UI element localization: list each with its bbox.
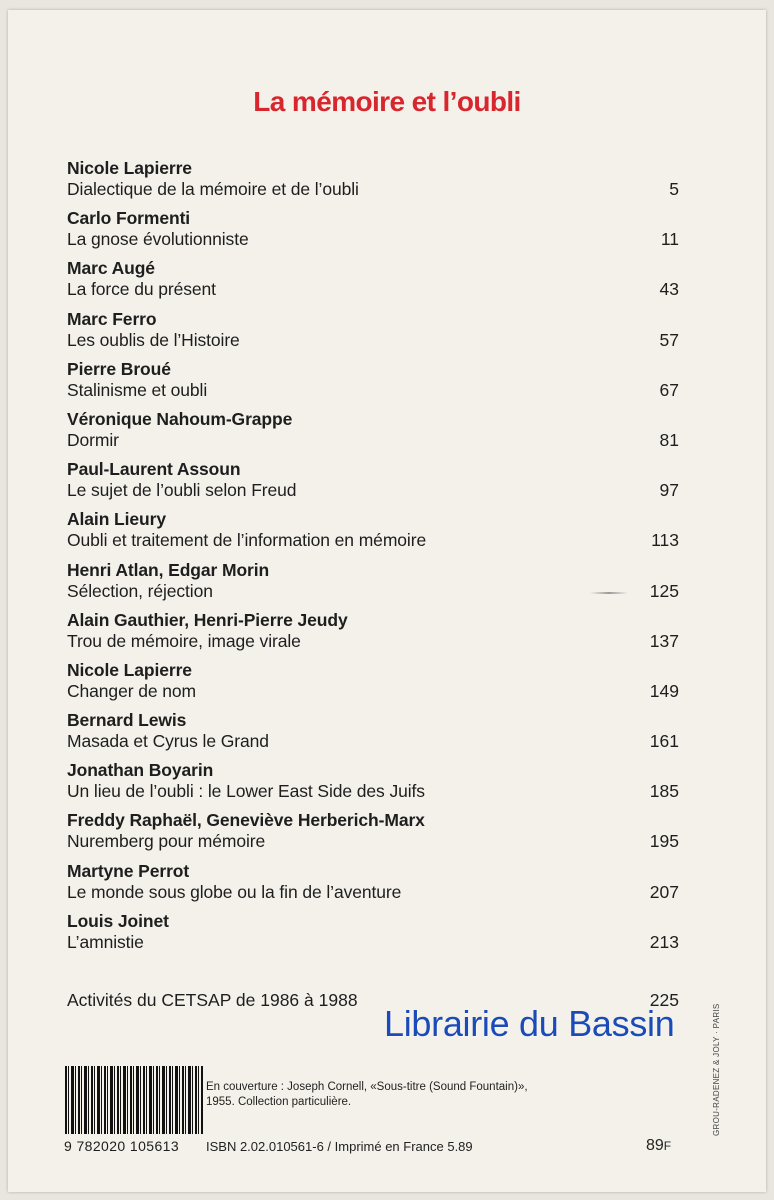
- toc-article: Dialectique de la mémoire et de l’oubli: [67, 179, 359, 199]
- toc-author: Nicole Lapierre: [67, 659, 192, 680]
- toc-author: Véronique Nahoum-Grappe: [67, 408, 293, 429]
- barcode: [65, 1066, 203, 1134]
- toc-article: Le sujet de l’oubli selon Freud: [67, 480, 297, 501]
- price: [646, 1137, 671, 1155]
- toc-entry: [67, 760, 679, 810]
- table-of-contents: [67, 158, 679, 961]
- toc-author: Nicole Lapierre: [67, 158, 192, 178]
- toc-entry: [67, 810, 679, 860]
- toc-article: La gnose évolutionniste: [67, 229, 249, 250]
- toc-page-number: 137: [649, 630, 679, 651]
- toc-entry: [67, 459, 679, 509]
- toc-article: Masada et Cyrus le Grand: [67, 731, 269, 752]
- toc-page-number: 11: [660, 229, 679, 250]
- toc-entry: [67, 409, 679, 459]
- toc-entry: [67, 309, 679, 359]
- isbn-line: ISBN 2.02.010561-6 / Imprimé en France 5.89: [206, 1139, 473, 1154]
- toc-page-number: 149: [649, 680, 679, 701]
- toc-author: Alain Gauthier, Henri-Pierre Jeudy: [67, 609, 348, 630]
- toc-author: Alain Lieury: [67, 509, 166, 530]
- cover-credit-line: 1955. Collection particulière.: [206, 1096, 352, 1108]
- toc-entry: [67, 359, 679, 409]
- cover-credit: [206, 1080, 616, 1110]
- toc-entry: [67, 258, 679, 308]
- toc-article: Changer de nom: [67, 680, 196, 701]
- pen-mark: [590, 592, 628, 594]
- cover-credit-line: En couverture : Joseph Cornell, «Sous-titre (Sound Fountain)»,: [206, 1081, 528, 1093]
- toc-author: Marc Augé: [67, 258, 155, 279]
- toc-entry: [67, 158, 679, 208]
- toc-article: Oubli et traitement de l’information en mémoire: [67, 530, 427, 551]
- toc-page-number: 43: [659, 279, 679, 300]
- price-currency: F: [663, 1139, 672, 1153]
- toc-page-number: 161: [649, 731, 679, 752]
- toc-entry: [67, 208, 679, 258]
- toc-page-number: 113: [651, 530, 679, 551]
- toc-article: Stalinisme et oubli: [67, 379, 208, 400]
- toc-author: Jonathan Boyarin: [67, 760, 214, 781]
- toc-author: Louis Joinet: [67, 910, 169, 931]
- activities-label: Activités du CETSAP de 1986 à 1988: [67, 990, 358, 1010]
- toc-page-number: 67: [659, 379, 679, 400]
- toc-author: Freddy Raphaël, Geneviève Herberich-Marx: [67, 810, 425, 831]
- toc-page-number: 97: [659, 480, 679, 501]
- toc-article: Un lieu de l’oubli : le Lower East Side des Juifs: [67, 781, 425, 802]
- toc-author: Henri Atlan, Edgar Morin: [67, 559, 270, 580]
- toc-entry: [67, 710, 679, 760]
- toc-article: Nuremberg pour mémoire: [67, 831, 266, 852]
- toc-article: Dormir: [67, 429, 119, 450]
- toc-entry: [67, 560, 679, 610]
- toc-entry: [67, 911, 679, 961]
- price-amount: 89: [646, 1137, 664, 1154]
- toc-entry: [67, 509, 679, 559]
- bookseller-watermark: Librairie du Bassin: [384, 1003, 675, 1044]
- toc-page-number: 57: [659, 329, 679, 350]
- toc-page-number: 195: [649, 831, 679, 852]
- barcode-digits: 9 782020 105613: [64, 1138, 179, 1154]
- toc-article: La force du présent: [67, 279, 216, 300]
- book-title: La mémoire et l’oubli: [253, 86, 521, 117]
- toc-entry: [67, 610, 679, 660]
- toc-author: Bernard Lewis: [67, 710, 187, 731]
- toc-page-number: 125: [649, 580, 679, 601]
- toc-author: Marc Ferro: [67, 308, 157, 329]
- toc-entry: [67, 861, 679, 911]
- toc-article: Trou de mémoire, image virale: [67, 630, 301, 651]
- toc-author: Pierre Broué: [67, 358, 171, 379]
- toc-page-number: 5: [669, 179, 679, 199]
- activities-page-number: 225: [649, 990, 679, 1010]
- toc-entry: [67, 660, 679, 710]
- toc-article: Le monde sous globe ou la fin de l’aventure: [67, 881, 402, 902]
- toc-page-number: 207: [649, 881, 679, 902]
- toc-page-number: 185: [649, 781, 679, 802]
- toc-author: Paul-Laurent Assoun: [67, 459, 241, 480]
- toc-article: Sélection, réjection: [67, 580, 213, 601]
- toc-author: Carlo Formenti: [67, 208, 191, 229]
- toc-article: Les oublis de l’Histoire: [67, 329, 240, 350]
- toc-page-number: 81: [659, 429, 679, 450]
- printer-imprint: GROU-RADENEZ & JOLY · PARIS: [712, 1003, 721, 1136]
- toc-article: L’amnistie: [67, 931, 144, 952]
- toc-author: Martyne Perrot: [67, 860, 190, 881]
- toc-page-number: 213: [649, 931, 679, 952]
